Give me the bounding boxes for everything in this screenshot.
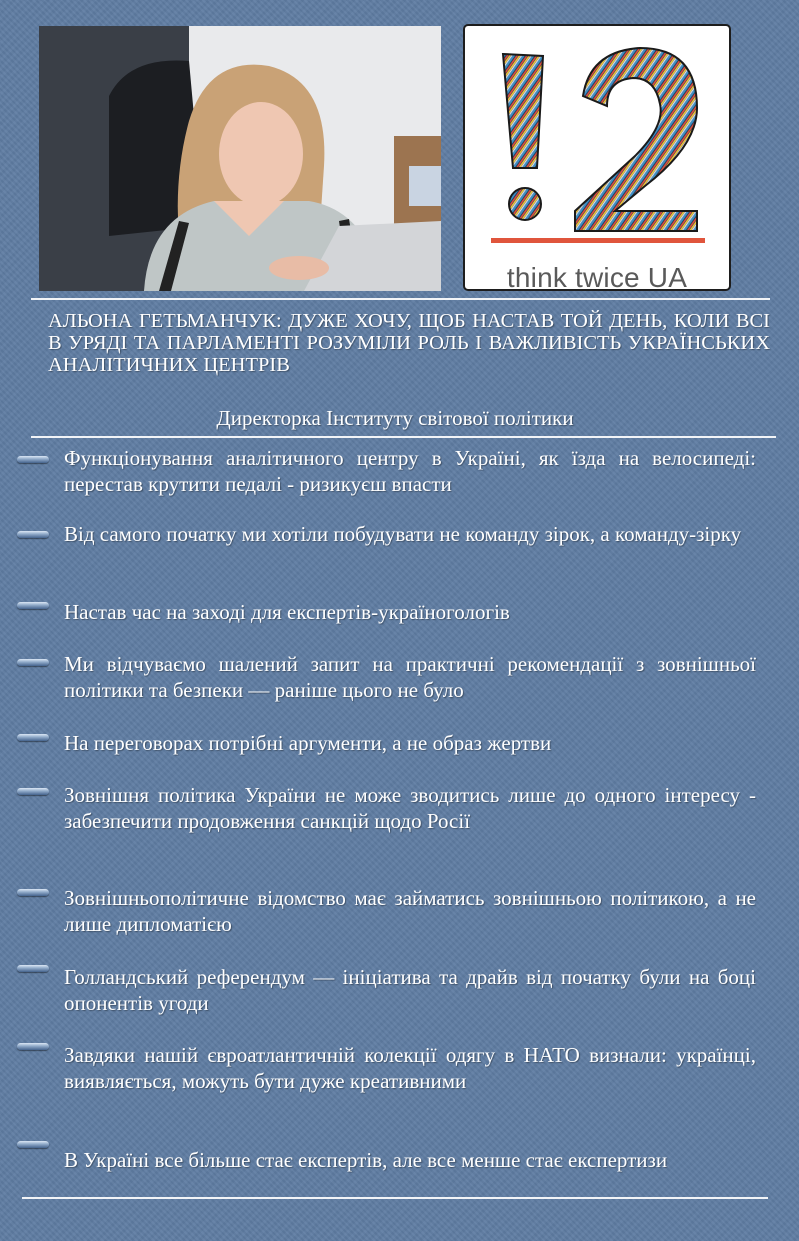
list-item: Зовнішня політика України не може зводитись лише до одного інтересу - забезпечити продовження санкцій щодо Росії — [64, 783, 756, 833]
exclamation-question-icon — [465, 26, 729, 256]
list-item: Завдяки нашій євроатлантичній колекції одягу в НАТО визнали: українці, виявляється, можуть бути дуже креативними — [64, 1043, 756, 1093]
bullet-icon — [17, 1141, 49, 1148]
bullet-icon — [17, 531, 49, 538]
bottom-divider — [22, 1197, 768, 1199]
list-item: Функціонування аналітичного центру в Україні, як їзда на велосипеді: перестав крутити педалі - ризикуєш впасти — [64, 446, 756, 496]
list-item: Голландський референдум — ініціатива та драйв від початку були на боці опонентів угоди — [64, 965, 756, 1015]
bullet-icon — [17, 788, 49, 795]
bullet-icon — [17, 965, 49, 972]
logo-text: think twice UA — [506, 262, 688, 293]
list-item: Зовнішньополітичне відомство має займатись зовнішньою політикою, а не лише дипломатією — [64, 886, 756, 936]
bullet-icon — [17, 1043, 49, 1050]
bullet-icon — [17, 602, 49, 609]
list-item: Ми відчуваємо шалений запит на практичні рекомендації з зовнішньої політики та безпеки — раніше цього не було — [64, 652, 756, 702]
portrait-photo — [39, 26, 441, 291]
list-item: Настав час на заході для експертів-україногологів — [64, 600, 510, 624]
top-divider — [31, 298, 770, 300]
subtitle: Директорка Інституту світової політики — [216, 406, 574, 430]
list-item: Від самого початку ми хотіли побудувати не команду зірок, а команду-зірку — [64, 522, 742, 546]
page-title: АЛЬОНА ГЕТЬМАНЧУК: ДУЖЕ ХОЧУ, ЩОБ НАСТАВ ТОЙ ДЕНЬ, КОЛИ ВСІ В УРЯДІ ТА ПАРЛАМЕНТІ РОЗУМІЛИ РОЛЬ І ВАЖЛИВІСТЬ УКРАЇНСЬКИХ АНАЛІТИЧНИХ ЦЕНТРІВ — [48, 310, 770, 376]
think-twice-logo — [463, 24, 731, 291]
bullet-icon — [17, 456, 49, 463]
list-item: На переговорах потрібні аргументи, а не образ жертви — [64, 731, 552, 755]
header-divider — [31, 436, 776, 438]
bullet-icon — [17, 734, 49, 741]
bullet-icon — [17, 659, 49, 666]
list-item: В Україні все більше стає експертів, але все менше стає експертизи — [64, 1148, 668, 1172]
bullet-icon — [17, 889, 49, 896]
